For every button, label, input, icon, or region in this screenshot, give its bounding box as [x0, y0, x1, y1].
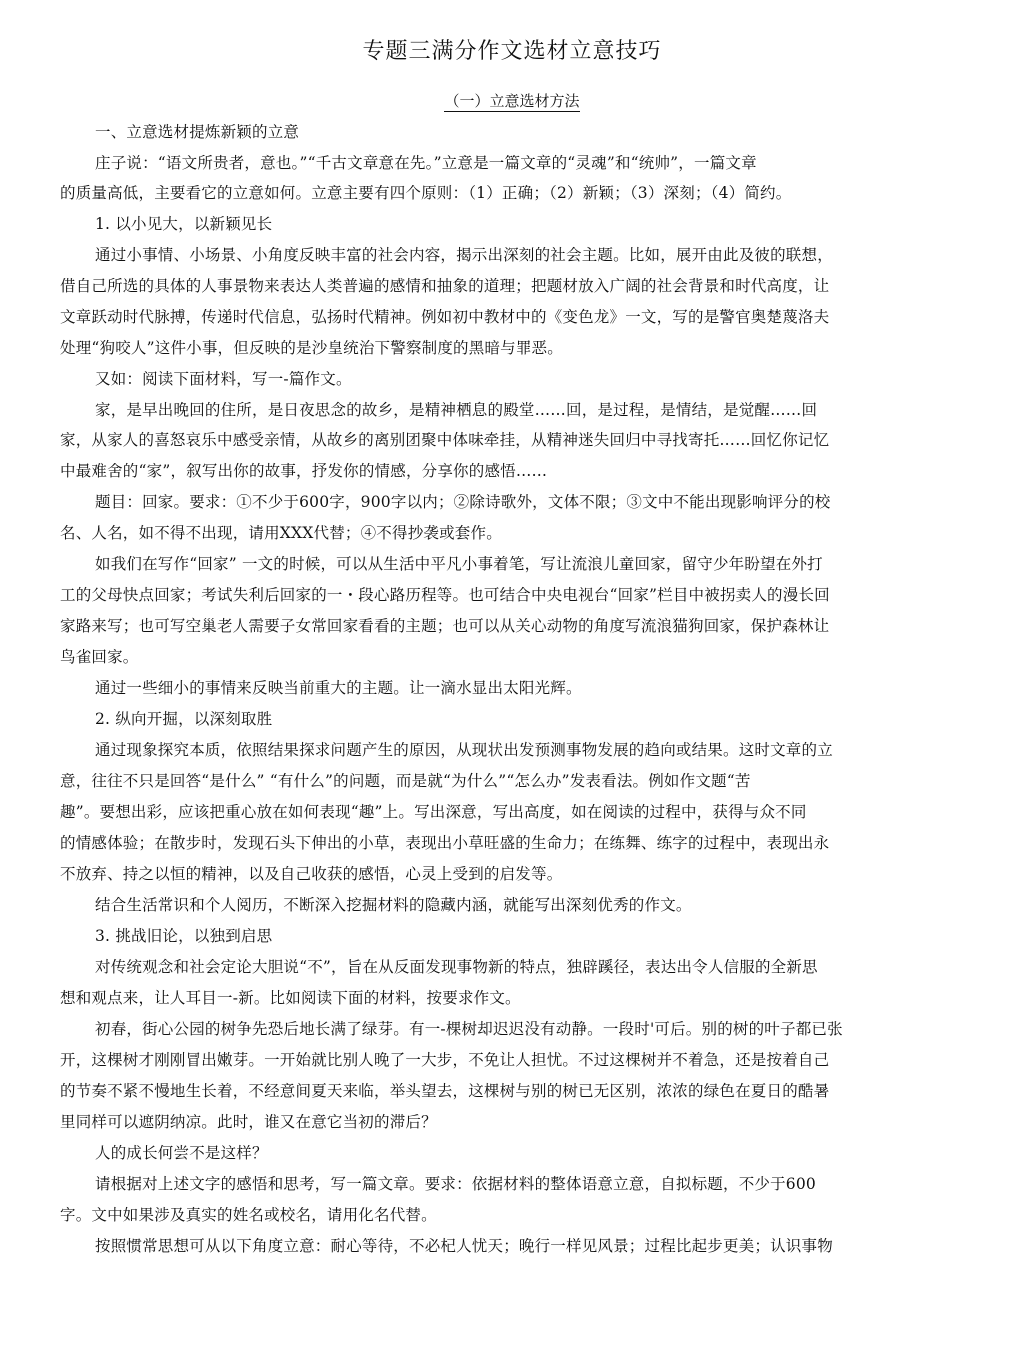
paragraph-line: 借自己所选的具体的人事景物来表达人类普遍的感情和抽象的道理；把题材放入广阔的社会背景和时代高度，让 — [60, 277, 830, 295]
paragraph-line: 庄子说：“语文所贵者，意也。”“千古文章意在先。”立意是一篇文章的“灵魂”和“统帅”，一篇文章 — [95, 154, 757, 172]
paragraph-line: 意，往往不只是回答“是什么” “有什么”的问题，而是就“为什么”“怎么办”发表看法。例如作文题“苦 — [60, 772, 751, 790]
paragraph-line: 家，从家人的喜怒哀乐中感受亲情，从故乡的离别团聚中体味牵挂，从精神迷失回归中寻找寄托……回忆你记忆 — [60, 431, 830, 449]
paragraph-line: 的质量高低，主要看它的立意如何。立意主要有四个原则：（1）正确；（2）新颖；（3）深刻；（4）简约。 — [60, 184, 792, 202]
heading-line: 一、立意选材提炼新颖的立意 — [95, 123, 300, 141]
paragraph-line: 趣”。要想出彩，应该把重心放在如何表现“趣”上。写出深意，写出高度，如在阅读的过程中，获得与众不同 — [60, 803, 807, 821]
paragraph-line: 题目：回家。要求：①不少于600字，900字以内；②除诗歌外，文体不限；③文中不能出现影响评分的校 — [95, 493, 831, 511]
paragraph-line: 想和观点来，让人耳目一-新。比如阅读下面的材料，按要求作文。 — [60, 989, 521, 1007]
paragraph-line: 人的成长何尝不是这样？ — [95, 1144, 268, 1162]
paragraph-line: 初春，街心公园的树争先恐后地长满了绿芽。有一-棵树却迟迟没有动静。一段时'可后。别的树的叶子都已张 — [95, 1020, 843, 1038]
paragraph-line: 如我们在写作“回家” 一文的时候，可以从生活中平凡小事着笔，写让流浪儿童回家，留守少年盼望在外打 — [95, 555, 823, 573]
paragraph-line: 对传统观念和社会定论大胆说“不”，旨在从反面发现事物新的特点，独辟蹊径，表达出令人信服的全新思 — [95, 958, 818, 976]
paragraph-line: 鸟雀回家。 — [60, 648, 139, 666]
paragraph-line: 里同样可以遮阴纳凉。此时，谁又在意它当初的滞后？ — [60, 1113, 437, 1131]
paragraph-line: 家，是早出晚回的住所，是日夜思念的故乡，是精神栖息的殿堂……回，是过程，是情结，是觉醒……回 — [95, 401, 818, 419]
paragraph-line: 结合生活常识和个人阅历，不断深入挖掘材料的隐藏内涵，就能写出深刻优秀的作文。 — [95, 896, 692, 914]
document-title: 专题三满分作文选材立意技巧 — [362, 39, 662, 64]
paragraph-line: 不放弃、持之以恒的精神，以及自己收获的感悟，心灵上受到的启发等。 — [60, 865, 563, 883]
paragraph-line: 请根据对上述文字的感悟和思考，写一篇文章。要求：依据材料的整体语意立意，自拟标题，不少于600 — [95, 1175, 816, 1193]
paragraph-line: 通过小事情、小场景、小角度反映丰富的社会内容，揭示出深刻的社会主题。比如，展开由此及彼的联想， — [95, 246, 833, 264]
paragraph-line: 按照惯常思想可从以下角度立意：耐心等待，不必杞人忧天；晚行一样见风景；过程比起步更美；认识事物 — [95, 1237, 833, 1255]
paragraph-line: 又如：阅读下面材料，写一-篇作文。 — [95, 370, 352, 388]
paragraph-line: 家路来写；也可写空巢老人需要子女常回家看看的主题；也可以从关心动物的角度写流浪猫狗回家，保护森林让 — [60, 617, 830, 635]
paragraph-line: 的节奏不紧不慢地生长着，不经意间夏天来临，举头望去，这棵树与别的树已无区别，浓浓的绿色在夏日的酷暑 — [60, 1082, 830, 1100]
paragraph-line: 处理“狗咬人”这件小事，但反映的是沙皇统治下警察制度的黑暗与罪恶。 — [60, 339, 563, 357]
heading-line: 2. 纵向开掘，以深刻取胜 — [95, 710, 273, 728]
paragraph-line: 名、人名，如不得不出现，请用XXX代替；④不得抄袭或套作。 — [60, 524, 502, 542]
heading-line: 3. 挑战旧论，以独到启思 — [95, 927, 273, 945]
paragraph-line: 通过现象探究本质，依照结果探求问题产生的原因，从现状出发预测事物发展的趋向或结果。这时文章的立 — [95, 741, 833, 759]
paragraph-line: 字。文中如果涉及真实的姓名或校名，请用化名代替。 — [60, 1206, 437, 1224]
section-subtitle — [0, 90, 1024, 111]
paragraph-line: 的情感体验；在散步时，发现石头下伸出的小草，表现出小草旺盛的生命力；在练舞、练字的过程中，表现出永 — [60, 834, 830, 852]
paragraph-line: 文章跃动时代脉搏，传递时代信息，弘扬时代精神。例如初中教材中的《变色龙》一文，写的是警官奥楚蔑洛夫 — [60, 308, 830, 326]
paragraph-line: 工的父母快点回家；考试失利后回家的一・段心路历程等。也可结合中央电视台“回家”栏目中被拐卖人的漫长回 — [60, 586, 830, 604]
paragraph-line: 中最难舍的“家”，叙写出你的故事，抒发你的情感，分享你的感悟…… — [60, 462, 548, 480]
paragraph-line: 通过一些细小的事情来反映当前重大的主题。让一滴水显出太阳光辉。 — [95, 679, 582, 697]
paragraph-line: 开，这棵树才刚刚冒出嫩芽。一开始就比别人晚了一大步，不免让人担忧。不过这棵树并不着急，还是按着自己 — [60, 1051, 830, 1069]
section-subtitle-text: （一）立意选材方法 — [444, 92, 580, 110]
heading-line: 1. 以小见大，以新颖见长 — [95, 215, 273, 233]
